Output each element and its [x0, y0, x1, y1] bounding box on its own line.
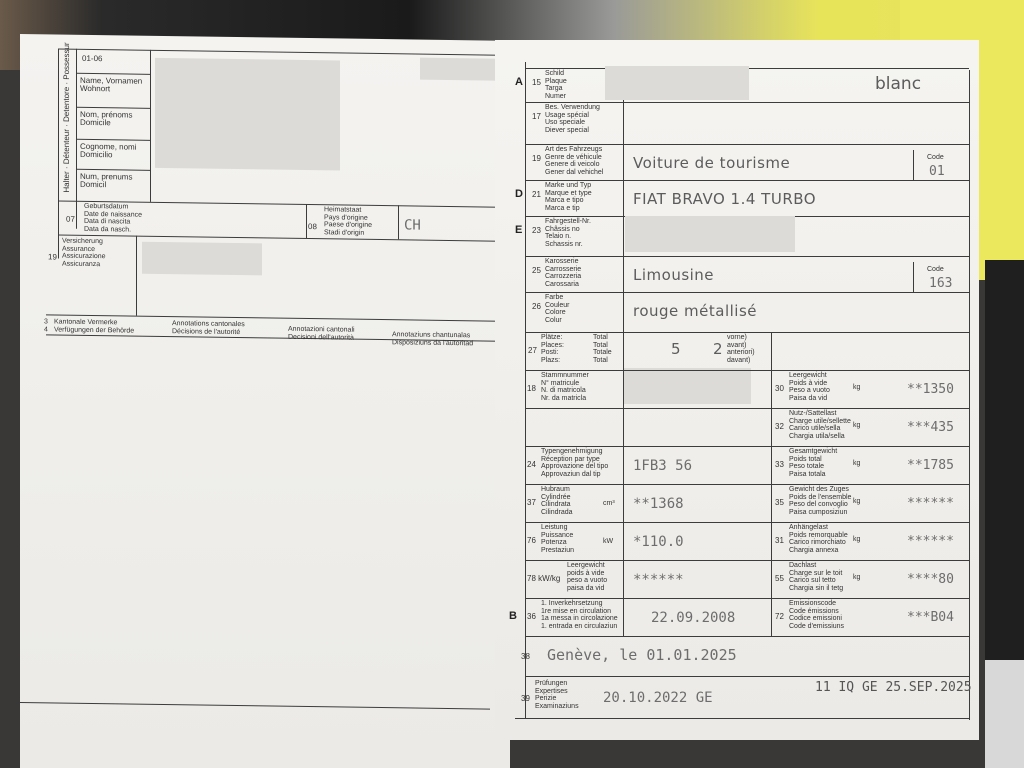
field-code: 17 [532, 112, 541, 121]
grid-label: Codice emissioni [789, 615, 842, 622]
seats-code: 27 [528, 346, 537, 355]
field-label: Numer [545, 92, 567, 100]
section-letter: D [515, 188, 523, 200]
grid-label: Leistung [541, 524, 568, 531]
field-label: Schassis nr. [545, 240, 583, 248]
grid-label: Carico utile/sella [789, 425, 841, 432]
grid-left-value: ****** [633, 572, 684, 588]
grid-label: Peso a vuoto [789, 387, 830, 394]
grid-left-code: 78 kW/kg [527, 574, 561, 583]
field-label: Colore [545, 309, 566, 316]
grid-left-labels [541, 448, 608, 478]
grid-right-unit: kg [853, 498, 861, 505]
grid-label: Cilindrada [541, 508, 573, 516]
code-value: 01 [929, 164, 945, 179]
grid-left-unit: cm³ [603, 500, 615, 507]
code-value: 163 [929, 276, 953, 291]
check-labels [535, 680, 579, 710]
field-code: 15 [532, 78, 541, 87]
grid-label: Chargia sin il tetg [789, 584, 844, 592]
grid-label: Réception par type [541, 455, 600, 463]
field-label: Genere di veicolo [545, 161, 600, 168]
grid-label: Approvazione del tipo [541, 463, 609, 470]
origin-value: CH [404, 217, 421, 234]
grid-right-labels [789, 600, 844, 630]
section-letter: E [515, 224, 523, 236]
grid-right-unit: kg [853, 460, 861, 467]
check-label: Perizie [535, 695, 557, 702]
grid-label: Code d'emissiuns [789, 622, 845, 630]
grid-right-code: 31 [775, 536, 784, 545]
grid-left-code: 76 [527, 536, 536, 545]
grid-label: Leergewicht [567, 562, 605, 569]
cantonal-rm: Annotaziuns chantunalas Disposiziuns da l'autoritad [392, 331, 474, 347]
grid-label: 1re mise en circulation [541, 607, 612, 615]
field-labels [545, 70, 567, 100]
birth-code: 07 [66, 214, 75, 224]
grid-left-labels [541, 486, 573, 516]
field-label: Gener dal vehichel [545, 168, 604, 176]
right-page [495, 40, 979, 740]
cantonal-de: Kantonale Vermerke Verfügungen der Behörde [54, 318, 135, 335]
field-code: 19 [532, 154, 541, 163]
grid-label: paisa da vid [567, 584, 605, 592]
grid-label: poids à vide [567, 569, 605, 577]
name-label-rm: Num, prenums Domicil [80, 171, 133, 190]
check-label: Prüfungen [535, 680, 568, 687]
grid-right-value: ****** [907, 534, 954, 549]
grid-right-unit: kg [853, 422, 861, 429]
field-value: FIAT BRAVO 1.4 TURBO [633, 190, 817, 208]
grid-right-labels [789, 448, 837, 478]
field-labels [545, 182, 592, 212]
grid-label: N. di matricola [541, 387, 586, 394]
grid-left-unit: kW [603, 538, 614, 545]
field-label: Marque et type [545, 189, 592, 197]
grid-right-unit: kg [853, 536, 861, 543]
field-value: rouge métallisé [633, 302, 757, 320]
field-label: Genre de véhicule [545, 153, 602, 161]
seats-front-labels [727, 334, 755, 364]
grid-right-labels [789, 486, 851, 516]
grid-label: Approvaziun dal tip [541, 470, 601, 478]
grid-right-value: **1350 [907, 382, 954, 397]
grid-label: Poids remorquable [789, 531, 848, 539]
cantonal-it: Annotazioni cantonali Decisioni dell'autorità [288, 325, 355, 342]
field-label: Targa [545, 85, 563, 92]
total-label: Total [593, 356, 608, 364]
grid-label: Prestaziun [541, 546, 575, 554]
grid-label: Anhängelast [789, 524, 828, 531]
grid-label: Carico rimorchiato [789, 539, 846, 546]
code-label: Code [927, 266, 944, 273]
field-label: Usage spécial [545, 111, 589, 119]
field-label: Schild [545, 70, 565, 77]
grid-label: Peso del convoglio [789, 501, 848, 508]
field-code: 23 [532, 226, 541, 235]
grid-label: Paisa totala [789, 470, 826, 478]
redacted-matricule [623, 368, 751, 404]
field-value: Limousine [633, 266, 715, 284]
grid-left-value: *110.0 [633, 534, 684, 550]
grid-label: N° matricule [541, 379, 580, 387]
grid-left-labels [541, 600, 618, 630]
section-letter: A [515, 76, 523, 88]
total-label: Total [593, 341, 608, 349]
grid-label: Cylindrée [541, 493, 571, 501]
seats-label: Posti: [541, 349, 559, 356]
check-label: Examinaziuns [535, 702, 579, 710]
grid-label: Leergewicht [789, 372, 827, 379]
stamp-value: 11 IQ GE 25.SEP.2025 [815, 680, 972, 695]
grid-left-code: 24 [527, 460, 536, 469]
field-code: 21 [532, 190, 541, 199]
name-label-it: Cognome, nomi Domicilio [80, 141, 137, 160]
field-labels [545, 104, 600, 134]
grid-label: 1a messa in circolazione [541, 615, 618, 622]
field-label: Karosserie [545, 258, 579, 265]
grid-right-labels [789, 372, 830, 402]
grid-right-value: ***B04 [907, 610, 954, 625]
field-labels [545, 146, 603, 176]
dark-object [985, 260, 1024, 680]
field-labels [545, 258, 581, 288]
redacted-name [155, 58, 340, 171]
grid-right-value: ****80 [907, 572, 954, 587]
front-label: davant) [727, 356, 751, 364]
form-number: 01-06 [82, 53, 103, 64]
seats-labels [541, 334, 564, 364]
field-labels [545, 218, 591, 248]
grid-label: Code émissions [789, 607, 839, 615]
grid-label: Dachlast [789, 562, 817, 569]
grid-left-value: 22.09.2008 [651, 610, 736, 626]
field-label: Couleur [545, 301, 570, 309]
grid-label: Poids total [789, 455, 822, 463]
field-label: Telaio n. [545, 233, 572, 240]
field-label: Farbe [545, 294, 564, 301]
field-value: blanc [875, 74, 922, 94]
field-label: Marke und Typ [545, 182, 592, 189]
code-label: Code [927, 154, 944, 161]
field-label: Uso speciale [545, 119, 586, 126]
field-label: Carossaria [545, 280, 579, 288]
grid-label: Potenza [541, 539, 567, 546]
place-code: 38 [521, 652, 530, 661]
grid-label: Paisa cumposiziun [789, 508, 848, 516]
birth-labels: Geburtsdatum Date de naissance Data di nascita Data da nasch. [84, 202, 142, 234]
grid-label: Stammnummer [541, 372, 589, 379]
origin-code: 08 [308, 222, 317, 232]
field-value: Voiture de tourisme [633, 154, 791, 172]
grid-right-code: 55 [775, 574, 784, 583]
holder-vertical-label: Halter · Détenteur · Detentore · Possessur [62, 42, 71, 193]
white-surface [985, 660, 1024, 768]
left-page [20, 34, 510, 768]
grid-left-value: **1368 [633, 496, 684, 512]
grid-label: Nutz-/Sattellast [789, 410, 837, 417]
field-label: Carrosserie [545, 265, 582, 273]
grid-right-value: ****** [907, 496, 954, 511]
redacted-chassis [625, 216, 795, 252]
grid-label: peso a vuoto [567, 577, 608, 584]
grid-right-code: 35 [775, 498, 784, 507]
front-label: avant) [727, 341, 747, 349]
grid-label: 1. entrada en circulaziun [541, 622, 618, 630]
grid-right-code: 72 [775, 612, 784, 621]
grid-label: Charge sur le toit [789, 569, 843, 577]
grid-label: Nr. da matricla [541, 394, 587, 402]
field-label: Diever special [545, 126, 589, 134]
grid-left-labels [567, 562, 607, 592]
grid-right-code: 33 [775, 460, 784, 469]
seats-label: Plazs: [541, 356, 561, 364]
grid-right-code: 30 [775, 384, 784, 393]
field-labels [545, 294, 570, 324]
field-code: 26 [532, 302, 541, 311]
seats-label: Places: [541, 341, 564, 349]
grid-label: Charge utile/sellette [789, 417, 851, 425]
field-label: Bes. Verwendung [545, 104, 600, 111]
grid-right-labels [789, 524, 848, 554]
redacted-plate [605, 66, 749, 100]
grid-label: Chargia utila/sella [789, 432, 845, 440]
check-value: 20.10.2022 GE [603, 690, 713, 706]
seats-total: 5 [671, 340, 681, 358]
field-label: Art des Fahrzeugs [545, 146, 603, 153]
grid-label: Puissance [541, 531, 574, 539]
grid-label: Emissionscode [789, 600, 837, 607]
grid-left-value: 1FB3 56 [633, 458, 693, 474]
seats-total-labels [593, 334, 612, 364]
redacted-insurance [142, 242, 262, 276]
grid-right-unit: kg [853, 384, 861, 391]
name-label-de: Name, Vornamen Wohnort [80, 75, 143, 94]
field-label: Châssis no [545, 225, 580, 233]
grid-label: Carico sul tetto [789, 577, 836, 584]
section-letter: B [509, 610, 517, 622]
cantonal-fr: Annotations cantonales Décisions de l'autorité [172, 320, 245, 336]
field-code: 25 [532, 266, 541, 275]
name-label-fr: Nom, prénoms Domicile [80, 109, 133, 128]
grid-right-labels [789, 410, 851, 440]
field-label: Carrozzeria [545, 273, 582, 280]
field-label: Colur [545, 316, 562, 324]
grid-left-code: 18 [527, 384, 536, 393]
origin-labels: Heimatstaat Pays d'origine Paese d'origine Stadi d'origin [324, 206, 373, 237]
grid-left-code: 37 [527, 498, 536, 507]
grid-left-labels [541, 372, 589, 402]
total-label: Total [593, 334, 608, 341]
field-label: Fahrgestell-Nr. [545, 218, 591, 225]
grid-label: Paisa da vid [789, 394, 828, 402]
front-label: anteriori) [727, 349, 755, 356]
grid-label: Hubraum [541, 486, 570, 493]
grid-right-labels [789, 562, 843, 592]
grid-label: Gesamtgewicht [789, 448, 838, 455]
front-label: vorne) [727, 334, 747, 341]
grid-label: Typengenehmigung [541, 448, 603, 455]
grid-label: Peso totale [789, 463, 825, 470]
insurance-labels: Versicherung Assurance Assicurazione Assicuranza [62, 237, 106, 268]
grid-label: Poids de l'ensemble [789, 493, 852, 501]
grid-right-value: ***435 [907, 420, 954, 435]
grid-label: Poids à vide [789, 379, 828, 387]
grid-label: Cilindrata [541, 501, 571, 508]
field-label: Marca e tip [545, 204, 580, 212]
check-code: 39 [521, 694, 530, 703]
grid-label: 1. Inverkehrsetzung [541, 600, 603, 607]
cantonal-codes: 3 4 [44, 318, 48, 333]
total-label: Totale [593, 349, 612, 356]
seats-front: 2 [713, 340, 723, 358]
check-label: Expertises [535, 687, 568, 695]
grid-right-value: **1785 [907, 458, 954, 473]
field-label: Marca e tipo [545, 197, 584, 204]
field-label: Plaque [545, 77, 567, 85]
seats-label: Plätze: [541, 334, 563, 341]
grid-label: Gewicht des Zuges [789, 486, 849, 493]
place-date: Genève, le 01.01.2025 [547, 646, 737, 664]
insurance-code: 19 [48, 252, 57, 262]
grid-label: Chargia annexa [789, 546, 839, 554]
grid-left-labels [541, 524, 574, 554]
grid-right-code: 32 [775, 422, 784, 431]
grid-left-code: 36 [527, 612, 536, 621]
grid-right-unit: kg [853, 574, 861, 581]
